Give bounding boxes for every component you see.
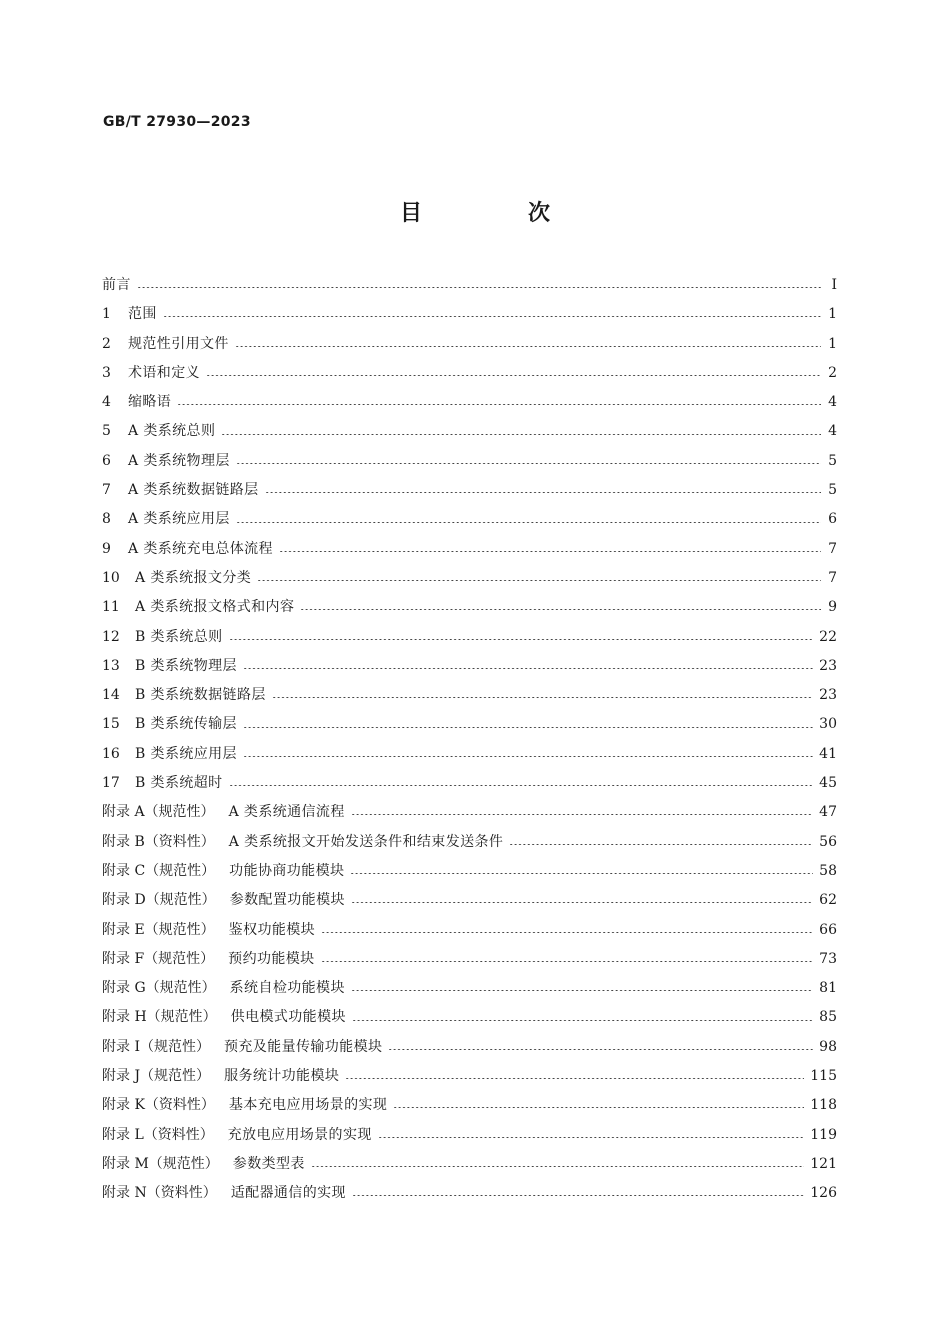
toc-entry-number: 10 [102,569,120,586]
toc-entry[interactable] [102,681,837,710]
toc-entry-number: 3 [102,364,111,381]
dot-leader [243,727,813,728]
toc-entry-number: 15 [102,716,120,733]
dot-leader [236,463,821,464]
dot-leader [236,522,821,523]
dot-leader [311,1166,804,1167]
toc-entry-label: A 类系统物理层 [128,452,230,469]
toc-entry-label: 供电模式功能模块 [230,1009,346,1026]
toc-entry[interactable] [102,447,837,476]
toc-appendix-entry[interactable] [102,1150,837,1179]
toc-entry-page: 47 [819,804,837,821]
toc-appendix-entry[interactable] [102,1033,837,1062]
appendix-number: 附录 G（规范性） [102,980,216,997]
toc-entry-label: 缩略语 [128,394,172,411]
toc-entry[interactable] [102,710,837,739]
toc-entry-number: 7 [102,482,111,499]
dot-leader [265,492,821,493]
toc-entry-number: 11 [102,599,120,616]
toc-entry-number: 5 [102,423,111,440]
toc-entry-label: 鉴权功能模块 [228,921,316,938]
dot-leader [351,902,813,903]
toc-appendix-entry[interactable] [102,1062,837,1091]
toc-entry-label: 服务统计功能模块 [224,1068,340,1085]
standard-code: GB/T 27930—2023 [103,114,251,130]
appendix-number: 附录 I（规范性） [102,1038,210,1055]
toc-entry-page: 121 [810,1155,837,1172]
dot-leader [279,551,821,552]
toc-entry-label: B 类系统物理层 [135,657,237,674]
toc-appendix-entry[interactable] [102,1121,837,1150]
toc-appendix-entry[interactable] [102,916,837,945]
toc-entry[interactable] [102,359,837,388]
table-of-contents [102,271,837,1209]
appendix-number: 附录 H（规范性） [102,1009,217,1026]
toc-entry[interactable] [102,476,837,505]
toc-entry-label: B 类系统超时 [135,775,223,792]
toc-entry-page: 56 [819,833,837,850]
dot-leader [272,697,813,698]
toc-appendix-entry[interactable] [102,1003,837,1032]
appendix-number: 附录 A（规范性） [102,804,215,821]
toc-appendix-entry[interactable] [102,828,837,857]
dot-leader [509,844,813,845]
dot-leader [321,932,813,933]
dot-leader [243,756,813,757]
toc-entry[interactable] [102,505,837,534]
toc-appendix-entry[interactable] [102,1091,837,1120]
toc-entry-page: 41 [819,745,837,762]
toc-entry-number: 13 [102,657,120,674]
toc-entry-page: 4 [828,394,837,411]
toc-entry-label: 适配器通信的实现 [230,1185,346,1202]
toc-entry-page: 30 [819,716,837,733]
toc-entry[interactable] [102,330,837,359]
dot-leader [350,873,813,874]
appendix-number: 附录 L（资料性） [102,1126,214,1143]
toc-entry-page: 22 [819,628,837,645]
toc-entry-number: 4 [102,394,111,411]
toc-entry-label: A 类系统应用层 [128,511,230,528]
toc-entry-number: 2 [102,335,111,352]
appendix-number: 附录 B（资料性） [102,833,215,850]
toc-entry[interactable] [102,300,837,329]
toc-entry-label: 系统自检功能模块 [229,980,345,997]
toc-entry[interactable] [102,564,837,593]
toc-entry-page: 5 [828,482,837,499]
dot-leader [351,990,813,991]
dot-leader [235,346,821,347]
appendix-number: 附录 M（规范性） [102,1155,219,1172]
toc-entry-label: 预充及能量传输功能模块 [223,1038,383,1055]
toc-entry-page: 85 [819,1009,837,1026]
toc-entry-number: 17 [102,775,120,792]
toc-entry[interactable] [102,417,837,446]
toc-entry-label: 范围 [128,306,157,323]
toc-entry-page: 6 [828,511,837,528]
toc-entry-page: 81 [819,980,837,997]
toc-entry-label: A 类系统充电总体流程 [128,540,273,557]
toc-entry-label: B 类系统传输层 [135,716,237,733]
toc-entry-label: 前言 [102,277,131,293]
toc-entry-label: A 类系统数据链路层 [128,482,259,499]
toc-appendix-entry[interactable] [102,798,837,827]
toc-entry-label: A 类系统通信流程 [228,804,345,821]
dot-leader [177,404,821,405]
toc-entry[interactable] [102,652,837,681]
toc-entry-number: 16 [102,745,120,762]
toc-entry-page: 45 [819,775,837,792]
toc-entry-label: 参数配置功能模块 [229,892,345,909]
dot-leader [206,375,821,376]
appendix-number: 附录 J（规范性） [102,1068,211,1085]
toc-entry-page: 98 [819,1038,837,1055]
toc-entry[interactable] [102,623,837,652]
toc-entry-label: 充放电应用场景的实现 [227,1126,372,1143]
appendix-number: 附录 K（资料性） [102,1097,215,1114]
appendix-number: 附录 C（规范性） [102,862,216,879]
toc-entry-label: A 类系统报文开始发送条件和结束发送条件 [228,833,504,850]
toc-entry-label: B 类系统数据链路层 [135,687,266,704]
dot-leader [378,1137,805,1138]
toc-entry-page: 58 [819,862,837,879]
dot-leader [321,961,814,962]
toc-entry[interactable] [102,388,837,417]
dot-leader [229,785,814,786]
toc-entry-number: 8 [102,511,111,528]
dot-leader [345,1078,804,1079]
toc-entry-label: 功能协商功能模块 [229,862,345,879]
toc-entry-page: 2 [828,364,837,381]
toc-appendix-entry[interactable] [102,1179,837,1208]
toc-entry-number: 9 [102,540,111,557]
toc-entry-page: 23 [819,687,837,704]
toc-entry-page: 1 [828,306,837,323]
toc-entry-number: 1 [102,306,111,323]
toc-entry-number: 6 [102,452,111,469]
toc-appendix-entry[interactable] [102,857,837,886]
toc-entry-label: A 类系统报文分类 [135,569,252,586]
toc-appendix-entry[interactable] [102,886,837,915]
toc-entry-label: B 类系统总则 [135,628,223,645]
toc-entry[interactable] [102,740,837,769]
toc-entry-label: 参数类型表 [232,1155,305,1172]
toc-entry[interactable] [102,769,837,798]
toc-entry-label: 规范性引用文件 [128,335,229,352]
toc-entry-page: 119 [810,1126,837,1143]
toc-entry-page: 7 [828,540,837,557]
dot-leader [300,609,821,610]
toc-appendix-entry[interactable] [102,945,837,974]
appendix-number: 附录 N（资料性） [102,1185,217,1202]
toc-entry-page: 62 [819,892,837,909]
dot-leader [137,287,821,288]
dot-leader [257,580,821,581]
toc-entry-number: 12 [102,628,120,645]
toc-entry-label: 基本充电应用场景的实现 [228,1097,388,1114]
toc-entry-page: 118 [810,1097,837,1114]
dot-leader [351,814,813,815]
toc-entry-label: A 类系统报文格式和内容 [135,599,295,616]
toc-entry-label: B 类系统应用层 [135,745,237,762]
toc-entry-page: 9 [828,599,837,616]
toc-entry-page: 73 [819,950,837,967]
toc-entry-number: 14 [102,687,120,704]
toc-entry-page: 4 [828,423,837,440]
dot-leader [388,1049,813,1050]
toc-entry-label: 术语和定义 [128,364,200,381]
toc-entry-label: 预约功能模块 [228,950,315,967]
toc-entry-foreword[interactable] [102,271,837,300]
dot-leader [243,668,813,669]
toc-entry-label: A 类系统总则 [128,423,216,440]
toc-entry-page: 115 [810,1068,837,1085]
page-title: 目 次 [399,201,592,226]
dot-leader [352,1195,804,1196]
toc-entry-page: 7 [828,569,837,586]
toc-entry-page: I [831,277,837,293]
dot-leader [221,434,821,435]
toc-entry-page: 126 [810,1185,837,1202]
dot-leader [229,639,814,640]
toc-entry-page: 66 [819,921,837,938]
appendix-number: 附录 F（规范性） [102,950,215,967]
appendix-number: 附录 D（规范性） [102,892,216,909]
dot-leader [393,1107,804,1108]
toc-entry-page: 5 [828,452,837,469]
dot-leader [163,316,821,317]
appendix-number: 附录 E（规范性） [102,921,215,938]
toc-entry-page: 1 [828,335,837,352]
toc-entry-page: 23 [819,657,837,674]
toc-entry[interactable] [102,535,837,564]
toc-entry[interactable] [102,593,837,622]
toc-appendix-entry[interactable] [102,974,837,1003]
dot-leader [352,1020,813,1021]
